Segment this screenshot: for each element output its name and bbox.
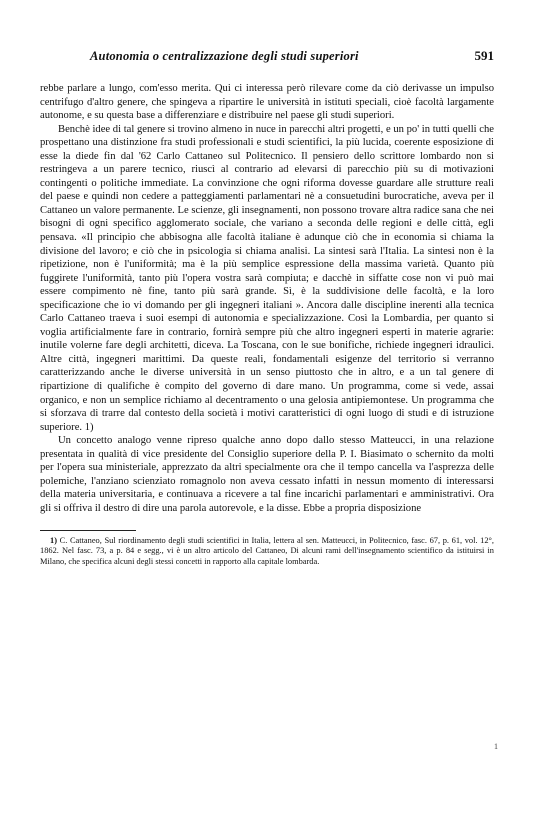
footnote-number: 1) xyxy=(50,535,57,545)
running-head: Autonomia o centralizzazione degli studi superiori xyxy=(90,49,359,63)
page-header xyxy=(40,48,494,78)
margin-mark: 1 xyxy=(494,742,498,751)
footnote xyxy=(40,536,494,568)
paragraph-3: Un concetto analogo venne ripreso qualche anno dopo dallo stesso Matteucci, in una relazione presentata in qualità di vice presidente del Consiglio superiore della P. I. Biasimato o schernito da molti per l'opera sua ministeriale, apprezzato da altri specialmente ora che il tempo cancella va l'asprezza delle polemiche, l'anziano scienziato romagnolo non aveva cessato infatti in nessun momento di interessarsi della materia universitaria, e continuava a ricevere a tal fine incarichi parlamentari e amministrativi. Ora gli si offriva il destro di dire una parola autorevole, e la disse. Ebbe a propria disposizione xyxy=(40,435,494,514)
paragraph-2: Benchè idee di tal genere si trovino almeno in nuce in parecchi altri progetti, e un po' in tutti quelli che prospettano una distinzione fra studi professionali e studi scientifici, la più lucida, coerente esposizione di esse la diede fin dal '62 Carlo Cattaneo sul Politecnico. Il pensiero dello scrittore lombardo non si restringeva a un parere tecnico, riuscì al contrario ad elevarsi di parecchio più su di motivazioni contingenti o politiche immediate. La convinzione che ogni riforma dovesse guardare alle strutture reali del paese e quindi non cedere a patteggiamenti parlamentari nè a consuetudini burocratiche, aveva per il Cattaneo un valore permanente. Le scienze, gli insegnamenti, non possono trovare altra radice sana che nei bisogni di ogni specifico agglomerato sociale, che variano a seconda delle regioni e delle città, egli pensava. «Il principio che abbisogna alle facoltà italiane è adunque ciò che in economia si chiama la divisione del lavoro; e ciò che in psicologia si chiama analisi. La sintesi sarà l'Italia. La sintesi non è la ripetizione, non è l'uniformità; ma è la più semplice espressione della massima varietà. Quanto più fuggirete l'uniformità, tanto più l'opera vostra sarà compiuta; e dacchè in siffatte cose non vi può mai essere compimento nè fine, tanto più sarà grande. Sì, è la suddivisione delle facoltà, e la loro specificazione che io vi domando per gli ingegneri italiani ». Ancora dalle discipline inerenti alla tecnica Carlo Cattaneo traeva i suoi esempi di autonomia e specializzazione. Così la Lombardia, per quanto si voglia artificialmente fare in contrario, fornirà sempre più che altro ingegneri esperti in materie agrarie: inutile volerne fare degli architetti, diceva. La Toscana, con le sue bonifiche, richiede ingegneri idraulici. Altre città, ingegneri marittimi. Da queste reali, fondamentali esigenze del territorio si verranno caratterizzando anche le diverse università in un senso piuttosto che in altro, e a un tal genere di ripartizione di qualifiche è compito del governo di dare mano. Un programma, come si vede, assai organico, e non un semplice richiamo al decentramento o una gelosia antipiemontese. Un programma che si sforzava di trarre dal contesto della società i motivi caratteristici di ogni luogo di studi e di istruzione superiore. 1) xyxy=(40,123,494,433)
footnote-rule xyxy=(40,530,136,531)
body-text xyxy=(40,82,494,516)
paragraph-1: rebbe parlare a lungo, com'esso merita. Qui ci interessa però rilevare come da ciò derivasse un impulso centrifugo d'altro genere, che spingeva a ripartire le università in istituti speciali, cioè facoltà largamente autonome, e su questa base a differenziare e distribuire nel paese gli studi superiori. xyxy=(40,83,494,122)
footnote-text: C. Cattaneo, Sul riordinamento degli studi scientifici in Italia, lettera al sen. Matteucci, in Politecnico, fasc. 67, p. 61, vol. 12°, 1862. Nel fasc. 73, a p. 84 e segg., vi è un altro articolo del Cattaneo, Di alcuni rami dell'insegnamento scientifico da istituirsi in Milano, che specifica alcuni degli stessi concetti in rapporto alla capitale lombarda. xyxy=(40,535,495,566)
page-number: 591 xyxy=(474,48,494,63)
